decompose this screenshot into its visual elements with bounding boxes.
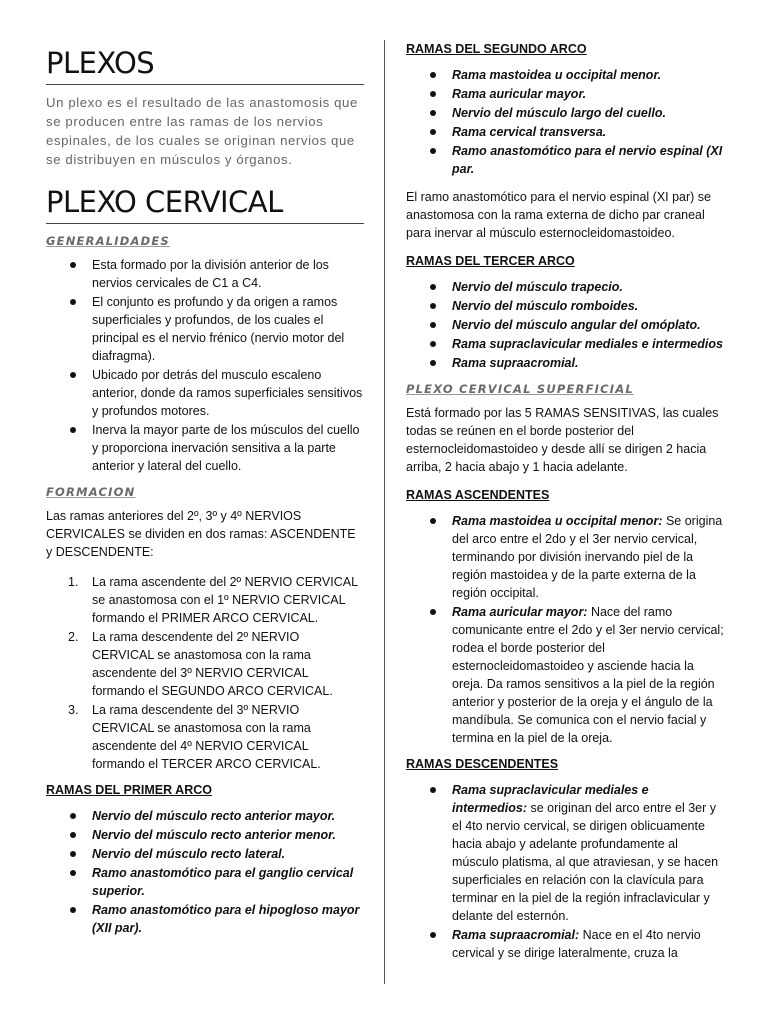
descendentes-list [406, 781, 724, 962]
tercer-arco-list [406, 278, 724, 372]
bullet-icon [70, 851, 76, 857]
list-item: Rama mastoidea u occipital menor: Se origina del arco entre el 2do y el 3er nervio cervical, terminando por división inervando piel de la región mastoidea y de la parte externa de la región occipital. [452, 512, 724, 602]
list-item: Rama cervical transversa. [452, 123, 724, 141]
list-item: Rama supraacromial. [452, 354, 724, 372]
list-item: Inerva la mayor parte de los músculos del cuello y proporciona inervación sensitiva a la parte anterior y lateral del cuello. [92, 421, 364, 475]
bullet-icon [430, 91, 436, 97]
bullet-icon [430, 932, 436, 938]
list-item: Ramo anastomótico para el hipogloso mayor (XII par). [92, 901, 364, 937]
list-item: Nervio del músculo trapecio. [452, 278, 724, 296]
bullet-icon [70, 832, 76, 838]
list-item: Rama auricular mayor: Nace del ramo comunicante entre el 2do y el 3er nervio cervical; rodea el borde posterior del esternocleidomastoideo y asciende hacia la oreja. Da ramos sensitivos a la piel de la región anterior y posterior de la oreja y el ángulo de la mandíbula. Se comunica con el nervio facial y termina en la piel de la oreja. [452, 603, 724, 747]
bullet-icon [430, 360, 436, 366]
list-item: 2. La rama descendente del 2º NERVIO CERVICAL se anastomosa con la rama ascendente del 3º NERVIO CERVICAL formando el SEGUNDO ARCO CERVICAL. [68, 630, 333, 698]
list-item: Nervio del músculo recto lateral. [92, 845, 364, 863]
list-item: Rama supraclavicular mediales e intermedios [452, 335, 724, 353]
list-item: Rama supraclavicular mediales e intermedios: se originan del arco entre el 3er y el 4to nervio cervical, se dirigen oblicuamente hacia abajo y adelante profundamente al músculo platisma, al que atraviesan, y se hacen superficiales en relación con la clavícula para terminar en la piel de la región infraclavicular y delante del esternón. [452, 781, 724, 925]
formacion-list [46, 573, 364, 773]
list-item: Rama mastoidea u occipital menor. [452, 66, 724, 84]
list-item: Ramo anastomótico para el nervio espinal (XI par. [452, 142, 724, 178]
generalidades-list [46, 256, 364, 475]
segundo-arco-list [406, 66, 724, 178]
heading-tercer-arco: RAMAS DEL TERCER ARCO [406, 254, 575, 268]
list-item: Nervio del músculo largo del cuello. [452, 104, 724, 122]
list-item: Nervio del músculo angular del omóplato. [452, 316, 724, 334]
bullet-icon [70, 870, 76, 876]
right-column [406, 42, 724, 972]
heading-generalidades: GENERALIDADES [46, 234, 170, 248]
segundo-arco-paragraph: El ramo anastomótico para el nervio espinal (XI par) se anastomosa con la rama externa de dicho par craneal para inervar al músculo esternocleidomastoideo. [406, 190, 712, 240]
ascendentes-list [406, 512, 724, 747]
list-item: Nervio del músculo recto anterior mayor. [92, 807, 364, 825]
column-divider [384, 40, 385, 984]
bullet-icon [430, 129, 436, 135]
list-item: Rama auricular mayor. [452, 85, 724, 103]
list-item: Nervio del músculo romboides. [452, 297, 724, 315]
page-title: PLEXOS [46, 40, 364, 85]
list-item: El conjunto es profundo y da origen a ramos superficiales y profundos, de los cuales el principal es el nervio frénico (nervio motor del diafragma). [92, 293, 364, 365]
intro-paragraph: Un plexo es el resultado de las anastomosis que se producen entre las ramas de los nervios espinales, de los cuales se originan nervios que se distribuyen en músculos y órganos. [46, 95, 358, 167]
bullet-icon [430, 341, 436, 347]
formacion-paragraph: Las ramas anteriores del 2º, 3º y 4º NERVIOS CERVICALES se dividen en dos ramas: ASCENDENTE y DESCENDENTE: [46, 509, 356, 559]
left-column [46, 40, 364, 947]
list-item: 1. La rama ascendente del 2º NERVIO CERVICAL se anastomosa con el 1º NERVIO CERVICAL formando el PRIMER ARCO CERVICAL. [68, 575, 358, 625]
bullet-icon [430, 303, 436, 309]
heading-primer-arco: RAMAS DEL PRIMER ARCO [46, 783, 212, 797]
heading-ramas-ascendentes: RAMAS ASCENDENTES [406, 488, 550, 502]
bullet-icon [430, 787, 436, 793]
list-item: Ubicado por detrás del musculo escaleno anterior, donde da ramos superficiales sensitivos y profundos motores. [92, 366, 364, 420]
primer-arco-list [46, 807, 364, 937]
section-title-plexo-cervical: PLEXO CERVICAL [46, 179, 364, 224]
heading-ramas-descendentes: RAMAS DESCENDENTES [406, 757, 559, 771]
bullet-icon [70, 262, 76, 268]
bullet-icon [70, 907, 76, 913]
heading-formacion: FORMACION [46, 485, 136, 499]
bullet-icon [430, 518, 436, 524]
bullet-icon [70, 813, 76, 819]
heading-segundo-arco: RAMAS DEL SEGUNDO ARCO [406, 42, 587, 56]
list-item: Rama supraacromial: Nace en el 4to nervio cervical y se dirige lateralmente, cruza la [452, 926, 724, 962]
bullet-icon [70, 299, 76, 305]
bullet-icon [430, 322, 436, 328]
list-item: Ramo anastomótico para el ganglio cervical superior. [92, 864, 364, 900]
bullet-icon [70, 372, 76, 378]
bullet-icon [430, 72, 436, 78]
list-item: Esta formado por la división anterior de los nervios cervicales de C1 a C4. [92, 256, 364, 292]
bullet-icon [430, 148, 436, 154]
list-item: 3. La rama descendente del 3º NERVIO CERVICAL se anastomosa con la rama ascendente del 4º NERVIO CERVICAL formando el TERCER ARCO CERVICAL. [68, 703, 321, 771]
list-item: Nervio del músculo recto anterior menor. [92, 826, 364, 844]
superficial-paragraph: Está formado por las 5 RAMAS SENSITIVAS, las cuales todas se reúnen en el borde posterior del esternocleidomastoideo y desde allí se dirigen 2 hacia arriba, 2 hacia abajo y 1 hacia adelante. [406, 406, 719, 474]
bullet-icon [430, 284, 436, 290]
bullet-icon [430, 609, 436, 615]
bullet-icon [70, 427, 76, 433]
heading-plexo-cervical-superficial: PLEXO CERVICAL SUPERFICIAL [406, 382, 634, 396]
bullet-icon [430, 110, 436, 116]
